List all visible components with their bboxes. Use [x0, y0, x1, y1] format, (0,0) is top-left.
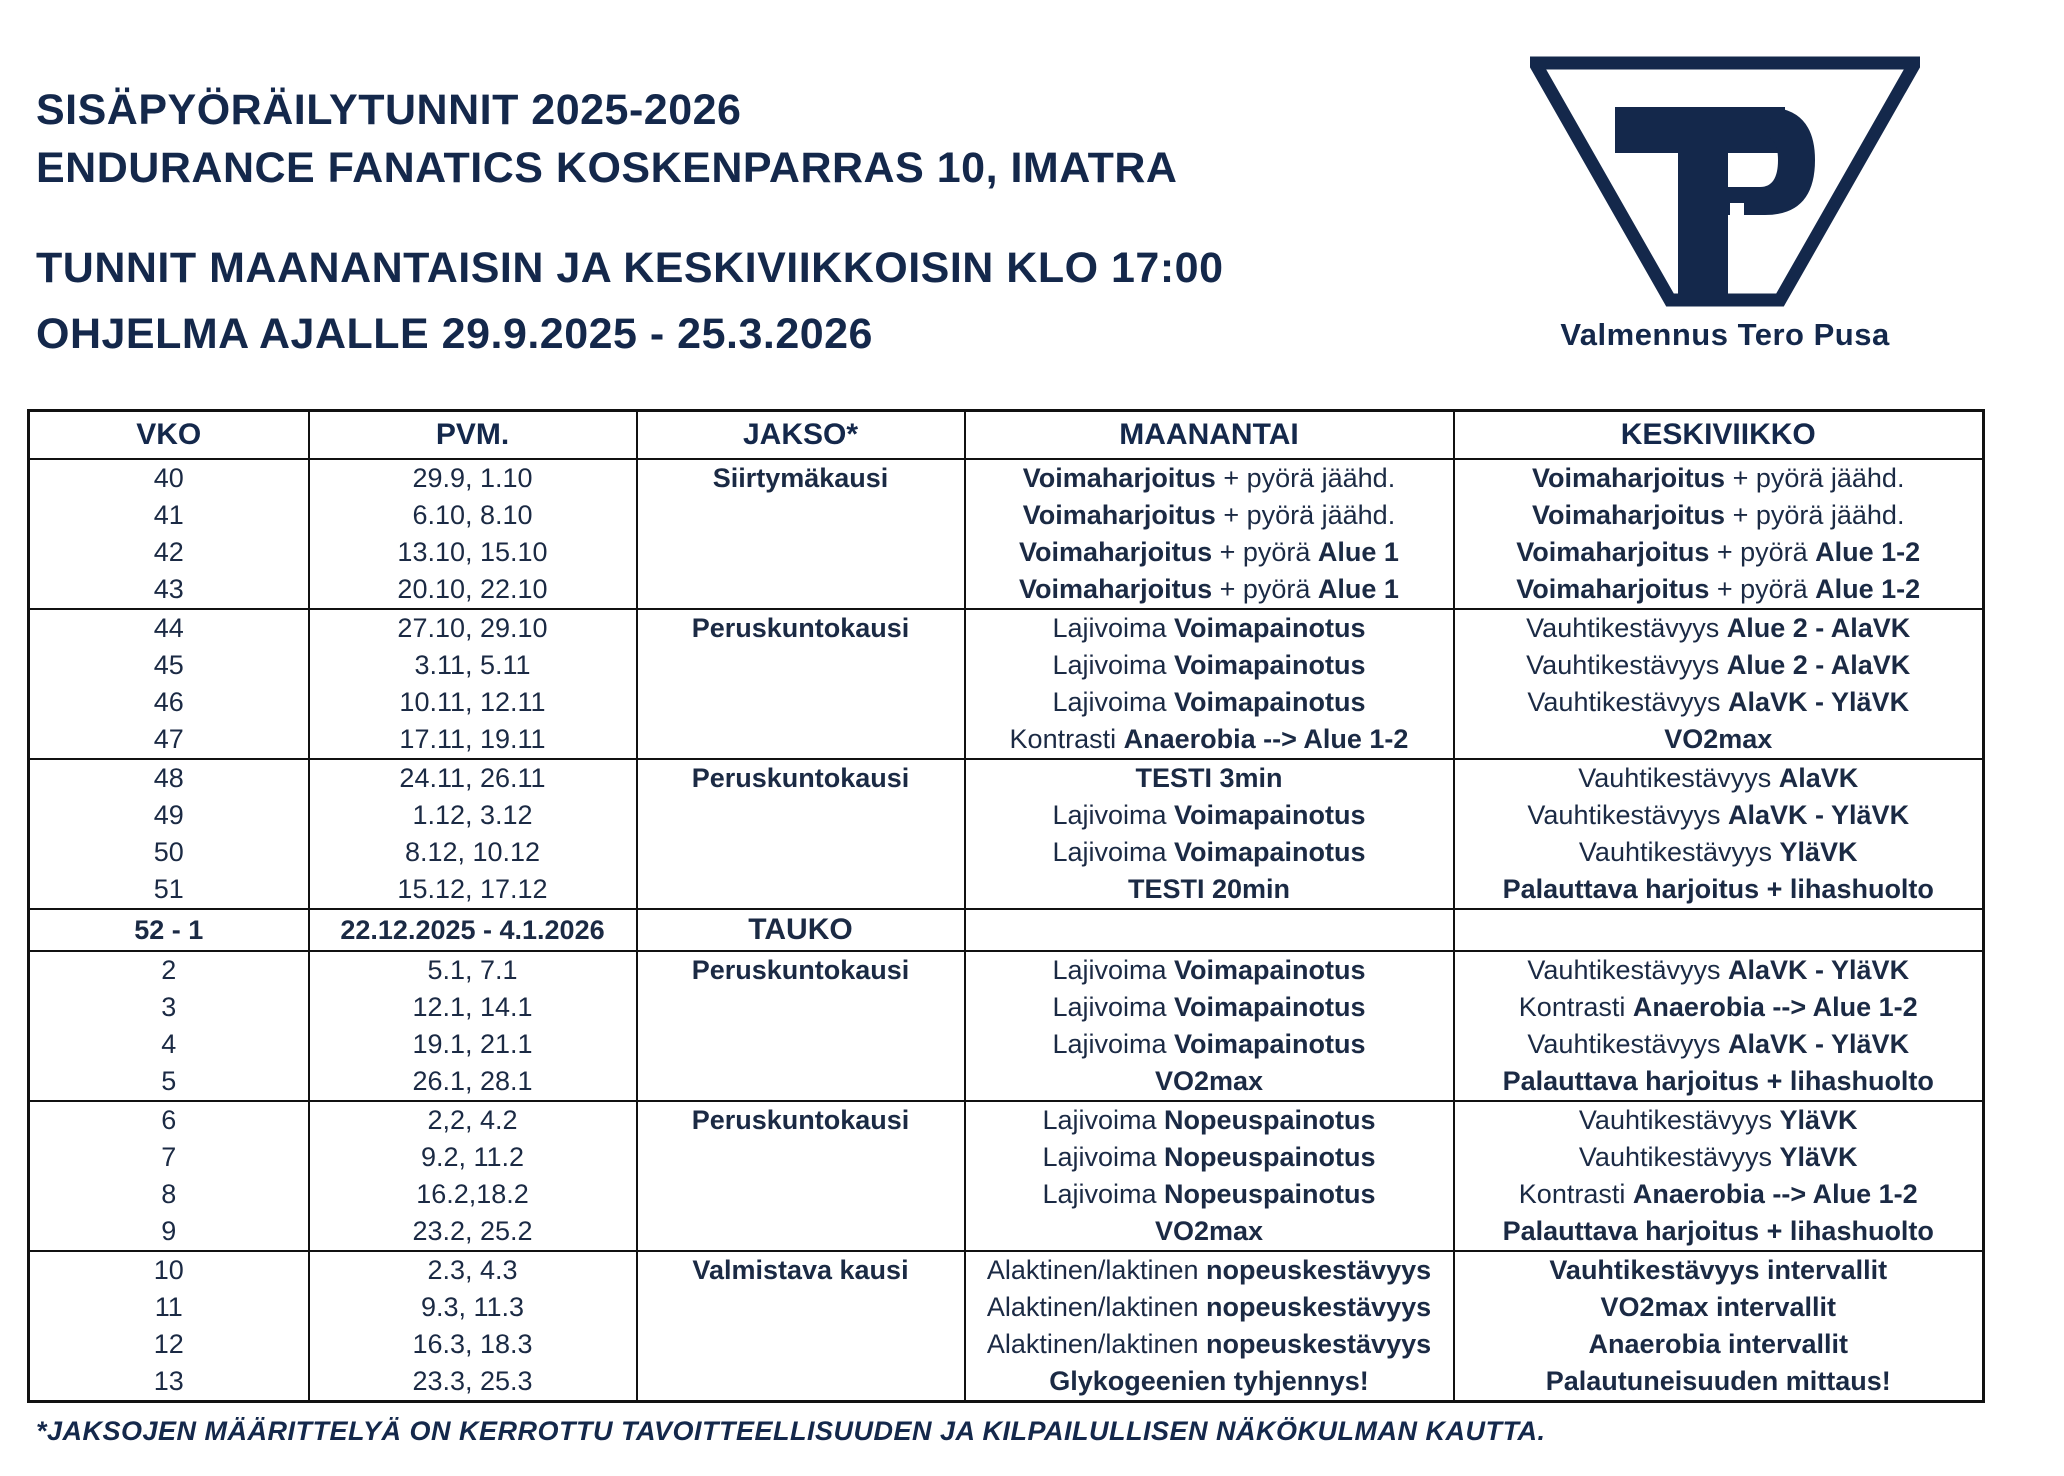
- week-cell: 52 - 1: [29, 909, 309, 951]
- week-cell: 51: [29, 871, 309, 909]
- table-row: [29, 684, 1984, 721]
- monday-cell: [965, 951, 1454, 989]
- week-cell: 44: [29, 609, 309, 647]
- period-cell: [637, 1063, 965, 1101]
- session-text: nopeuskestävyys: [1206, 1255, 1432, 1285]
- session-text: Alue 1: [1317, 574, 1399, 604]
- monday-cell: [965, 497, 1454, 534]
- session-text: Vauhtikestävyys: [1578, 1105, 1780, 1135]
- session-text: Anaerobia --> Alue 1-2: [1123, 724, 1409, 754]
- session-text: nopeuskestävyys: [1206, 1292, 1432, 1322]
- session-text: AlaVK - YläVK: [1728, 955, 1910, 985]
- period-cell: [637, 571, 965, 609]
- wednesday-cell: [1454, 909, 1984, 951]
- session-text: VO2max intervallit: [1600, 1292, 1837, 1322]
- table-row: [29, 759, 1984, 797]
- title-line-1: SISÄPYÖRÄILYTUNNIT 2025-2026: [36, 86, 742, 134]
- period-cell: [637, 1139, 965, 1176]
- session-text: + pyörä jäähd.: [1215, 463, 1396, 493]
- period-cell: [637, 721, 965, 759]
- date-cell: 23.3, 25.3: [309, 1363, 637, 1402]
- monday-cell: [965, 609, 1454, 647]
- period-cell: [637, 1289, 965, 1326]
- period-cell: TAUKO: [637, 909, 965, 951]
- week-cell: 12: [29, 1326, 309, 1363]
- table-row: [29, 1063, 1984, 1101]
- session-text: Vauhtikestävyys: [1578, 763, 1779, 793]
- week-cell: 10: [29, 1251, 309, 1289]
- date-cell: 9.2, 11.2: [309, 1139, 637, 1176]
- session-text: Alue 1: [1317, 537, 1399, 567]
- title-line-3: TUNNIT MAANANTAISIN JA KESKIVIIKKOISIN KLO 17:00: [36, 244, 1224, 292]
- session-text: Voimapainotus: [1174, 992, 1366, 1022]
- wednesday-cell: [1454, 989, 1984, 1026]
- table-row: [29, 497, 1984, 534]
- session-text: Vauhtikestävyys: [1526, 650, 1727, 680]
- session-text: Lajivoima: [1052, 613, 1175, 643]
- session-text: Voimapainotus: [1174, 955, 1366, 985]
- period-cell: [637, 534, 965, 571]
- session-text: Voimapainotus: [1174, 687, 1366, 717]
- date-cell: 23.2, 25.2: [309, 1213, 637, 1251]
- week-cell: 5: [29, 1063, 309, 1101]
- wednesday-cell: [1454, 534, 1984, 571]
- footnote: *JAKSOJEN MÄÄRITTELYÄ ON KERROTTU TAVOITTEELLISUUDEN JA KILPAILULLISEN NÄKÖKULMAN KAUTTA.: [36, 1416, 1546, 1446]
- session-text: Glykogeenien tyhjennys!: [1049, 1366, 1369, 1396]
- session-text: Vauhtikestävyys: [1527, 800, 1728, 830]
- week-cell: 48: [29, 759, 309, 797]
- table-row: [29, 1139, 1984, 1176]
- session-text: AlaVK - YläVK: [1728, 687, 1910, 717]
- monday-cell: [965, 571, 1454, 609]
- date-cell: 19.1, 21.1: [309, 1026, 637, 1063]
- session-text: Voimaharjoitus: [1022, 463, 1216, 493]
- week-cell: 11: [29, 1289, 309, 1326]
- session-text: Lajivoima: [1052, 992, 1175, 1022]
- date-cell: 29.9, 1.10: [309, 459, 637, 497]
- period-cell: [637, 871, 965, 909]
- session-text: AlaVK - YläVK: [1728, 1029, 1910, 1059]
- week-cell: 41: [29, 497, 309, 534]
- period-cell: [637, 1176, 965, 1213]
- column-header-maanantai: MAANANTAI: [965, 411, 1454, 460]
- table-row: [29, 1363, 1984, 1402]
- session-text: VO2max: [1154, 1066, 1264, 1096]
- week-cell: 45: [29, 647, 309, 684]
- session-text: Voimapainotus: [1174, 800, 1366, 830]
- period-cell: Valmistava kausi: [637, 1251, 965, 1289]
- week-cell: 47: [29, 721, 309, 759]
- wednesday-cell: [1454, 1289, 1984, 1326]
- table-row: [29, 871, 1984, 909]
- monday-cell: [965, 1251, 1454, 1289]
- session-text: YläVK: [1779, 837, 1858, 867]
- table-row: [29, 951, 1984, 989]
- date-cell: 24.11, 26.11: [309, 759, 637, 797]
- column-header-keskiviikko: KESKIVIIKKO: [1454, 411, 1984, 460]
- schedule-body: [29, 459, 1984, 1402]
- session-text: + pyörä: [1709, 537, 1816, 567]
- date-cell: 26.1, 28.1: [309, 1063, 637, 1101]
- date-cell: 8.12, 10.12: [309, 834, 637, 871]
- session-text: Voimapainotus: [1174, 650, 1366, 680]
- table-row: [29, 609, 1984, 647]
- session-text: Voimaharjoitus: [1019, 574, 1213, 604]
- table-row: [29, 1251, 1984, 1289]
- session-text: Voimaharjoitus: [1516, 574, 1710, 604]
- session-text: Alaktinen/laktinen: [986, 1255, 1206, 1285]
- date-cell: 3.11, 5.11: [309, 647, 637, 684]
- session-text: Anaerobia --> Alue 1-2: [1632, 992, 1918, 1022]
- session-text: Anaerobia intervallit: [1588, 1329, 1849, 1359]
- week-cell: 43: [29, 571, 309, 609]
- wednesday-cell: [1454, 797, 1984, 834]
- session-text: nopeuskestävyys: [1206, 1329, 1432, 1359]
- table-row: [29, 1101, 1984, 1139]
- date-cell: 22.12.2025 - 4.1.2026: [309, 909, 637, 951]
- session-text: AlaVK: [1778, 763, 1859, 793]
- session-text: TESTI 20min: [1127, 874, 1291, 904]
- monday-cell: [965, 1026, 1454, 1063]
- wednesday-cell: [1454, 834, 1984, 871]
- session-text: + pyörä: [1212, 537, 1318, 567]
- wednesday-cell: [1454, 1213, 1984, 1251]
- date-cell: 20.10, 22.10: [309, 571, 637, 609]
- period-cell: Peruskuntokausi: [637, 1101, 965, 1139]
- session-text: VO2max: [1664, 724, 1773, 754]
- date-cell: 2,2, 4.2: [309, 1101, 637, 1139]
- week-cell: 49: [29, 797, 309, 834]
- date-cell: 6.10, 8.10: [309, 497, 637, 534]
- session-text: Lajivoima: [1042, 1179, 1165, 1209]
- session-text: + pyörä jäähd.: [1725, 500, 1905, 530]
- session-text: Kontrasti: [1009, 724, 1124, 754]
- monday-cell: [965, 989, 1454, 1026]
- period-cell: [637, 497, 965, 534]
- wednesday-cell: [1454, 1063, 1984, 1101]
- monday-cell: [965, 909, 1454, 951]
- week-cell: 2: [29, 951, 309, 989]
- monday-cell: [965, 1289, 1454, 1326]
- period-cell: Peruskuntokausi: [637, 609, 965, 647]
- session-text: Alaktinen/laktinen: [986, 1292, 1206, 1322]
- wednesday-cell: [1454, 1326, 1984, 1363]
- column-header-vko: VKO: [29, 411, 309, 460]
- date-cell: 16.2,18.2: [309, 1176, 637, 1213]
- session-text: Lajivoima: [1052, 955, 1175, 985]
- week-cell: 8: [29, 1176, 309, 1213]
- session-text: Vauhtikestävyys: [1527, 955, 1728, 985]
- session-text: Voimaharjoitus: [1019, 537, 1213, 567]
- wednesday-cell: [1454, 1176, 1984, 1213]
- table-row: [29, 989, 1984, 1026]
- table-row: [29, 797, 1984, 834]
- session-text: Lajivoima: [1042, 1105, 1165, 1135]
- wednesday-cell: [1454, 1139, 1984, 1176]
- session-text: Palauttava harjoitus + lihashuolto: [1502, 874, 1934, 904]
- table-row: [29, 1213, 1984, 1251]
- session-text: Vauhtikestävyys: [1578, 837, 1780, 867]
- table-header-row: [29, 411, 1984, 460]
- date-cell: 17.11, 19.11: [309, 721, 637, 759]
- session-text: + pyörä: [1709, 574, 1816, 604]
- logo-emblem-icon: [1530, 55, 1920, 315]
- session-text: Voimaharjoitus: [1022, 500, 1216, 530]
- wednesday-cell: [1454, 721, 1984, 759]
- session-text: Vauhtikestävyys: [1527, 1029, 1728, 1059]
- title-line-2: ENDURANCE FANATICS KOSKENPARRAS 10, IMATRA: [36, 144, 1178, 192]
- session-text: Alue 1-2: [1815, 537, 1921, 567]
- table-row: [29, 647, 1984, 684]
- monday-cell: [965, 1139, 1454, 1176]
- table-row: [29, 834, 1984, 871]
- session-text: Vauhtikestävyys: [1526, 613, 1727, 643]
- week-cell: 6: [29, 1101, 309, 1139]
- logo: [1530, 55, 1920, 365]
- monday-cell: [965, 1063, 1454, 1101]
- period-cell: [637, 1026, 965, 1063]
- wednesday-cell: [1454, 1363, 1984, 1402]
- week-cell: 7: [29, 1139, 309, 1176]
- session-text: + pyörä: [1212, 574, 1318, 604]
- wednesday-cell: [1454, 1026, 1984, 1063]
- session-text: Voimaharjoitus: [1516, 537, 1710, 567]
- session-text: Voimapainotus: [1174, 1029, 1366, 1059]
- column-header-jakso: JAKSO*: [637, 411, 965, 460]
- period-cell: [637, 1326, 965, 1363]
- week-cell: 50: [29, 834, 309, 871]
- session-text: Kontrasti: [1518, 1179, 1633, 1209]
- monday-cell: [965, 871, 1454, 909]
- date-cell: 9.3, 11.3: [309, 1289, 637, 1326]
- week-cell: 3: [29, 989, 309, 1026]
- wednesday-cell: [1454, 1251, 1984, 1289]
- table-row-break: [29, 909, 1984, 951]
- session-text: Nopeuspainotus: [1164, 1179, 1376, 1209]
- date-cell: 12.1, 14.1: [309, 989, 637, 1026]
- wednesday-cell: [1454, 759, 1984, 797]
- week-cell: 9: [29, 1213, 309, 1251]
- period-cell: [637, 797, 965, 834]
- week-cell: 42: [29, 534, 309, 571]
- session-text: + pyörä jäähd.: [1215, 500, 1396, 530]
- wednesday-cell: [1454, 647, 1984, 684]
- period-cell: Siirtymäkausi: [637, 459, 965, 497]
- session-text: Lajivoima: [1052, 800, 1175, 830]
- date-cell: 27.10, 29.10: [309, 609, 637, 647]
- period-cell: [637, 647, 965, 684]
- session-text: AlaVK - YläVK: [1728, 800, 1910, 830]
- session-text: Palauttava harjoitus + lihashuolto: [1502, 1066, 1934, 1096]
- monday-cell: [965, 721, 1454, 759]
- period-cell: [637, 1213, 965, 1251]
- monday-cell: [965, 647, 1454, 684]
- monday-cell: [965, 1101, 1454, 1139]
- date-cell: 1.12, 3.12: [309, 797, 637, 834]
- table-row: [29, 459, 1984, 497]
- date-cell: 13.10, 15.10: [309, 534, 637, 571]
- session-text: Vauhtikestävyys: [1527, 687, 1728, 717]
- title-line-4: OHJELMA AJALLE 29.9.2025 - 25.3.2026: [36, 310, 873, 358]
- session-text: VO2max: [1154, 1216, 1264, 1246]
- monday-cell: [965, 797, 1454, 834]
- table-row: [29, 1176, 1984, 1213]
- wednesday-cell: [1454, 497, 1984, 534]
- session-text: + pyörä jäähd.: [1725, 463, 1905, 493]
- session-text: Voimaharjoitus: [1532, 463, 1726, 493]
- session-text: Alue 2 - AlaVK: [1726, 613, 1911, 643]
- wednesday-cell: [1454, 459, 1984, 497]
- session-text: Voimapainotus: [1174, 837, 1366, 867]
- week-cell: 4: [29, 1026, 309, 1063]
- session-text: Alaktinen/laktinen: [986, 1329, 1206, 1359]
- monday-cell: [965, 1213, 1454, 1251]
- session-text: Palauttava harjoitus + lihashuolto: [1502, 1216, 1934, 1246]
- date-cell: 15.12, 17.12: [309, 871, 637, 909]
- week-cell: 40: [29, 459, 309, 497]
- session-text: Lajivoima: [1052, 1029, 1175, 1059]
- session-text: Lajivoima: [1052, 650, 1175, 680]
- session-text: Lajivoima: [1052, 837, 1175, 867]
- date-cell: 10.11, 12.11: [309, 684, 637, 721]
- session-text: TESTI 3min: [1135, 763, 1283, 793]
- wednesday-cell: [1454, 871, 1984, 909]
- monday-cell: [965, 534, 1454, 571]
- monday-cell: [965, 834, 1454, 871]
- session-text: YläVK: [1779, 1142, 1858, 1172]
- wednesday-cell: [1454, 684, 1984, 721]
- session-text: YläVK: [1779, 1105, 1858, 1135]
- period-cell: [637, 834, 965, 871]
- session-text: Vauhtikestävyys: [1578, 1142, 1780, 1172]
- table-row: [29, 1289, 1984, 1326]
- wednesday-cell: [1454, 951, 1984, 989]
- monday-cell: [965, 1176, 1454, 1213]
- wednesday-cell: [1454, 609, 1984, 647]
- logo-text: Valmennus Tero Pusa: [1560, 317, 1890, 352]
- monday-cell: [965, 459, 1454, 497]
- session-text: Kontrasti: [1518, 992, 1633, 1022]
- session-text: Alue 1-2: [1815, 574, 1921, 604]
- monday-cell: [965, 1326, 1454, 1363]
- wednesday-cell: [1454, 571, 1984, 609]
- table-row: [29, 1326, 1984, 1363]
- session-text: Vauhtikestävyys intervallit: [1549, 1255, 1888, 1285]
- period-cell: [637, 684, 965, 721]
- week-cell: 13: [29, 1363, 309, 1402]
- session-text: Palautuneisuuden mittaus!: [1545, 1366, 1891, 1396]
- table-row: [29, 721, 1984, 759]
- session-text: Lajivoima: [1052, 687, 1175, 717]
- session-text: Voimaharjoitus: [1532, 500, 1726, 530]
- date-cell: 16.3, 18.3: [309, 1326, 637, 1363]
- monday-cell: [965, 1363, 1454, 1402]
- table-row: [29, 1026, 1984, 1063]
- date-cell: 2.3, 4.3: [309, 1251, 637, 1289]
- schedule-table: [27, 409, 1985, 1403]
- wednesday-cell: [1454, 1101, 1984, 1139]
- period-cell: [637, 989, 965, 1026]
- session-text: Lajivoima: [1042, 1142, 1165, 1172]
- session-text: Voimapainotus: [1174, 613, 1366, 643]
- date-cell: 5.1, 7.1: [309, 951, 637, 989]
- table-row: [29, 571, 1984, 609]
- period-cell: Peruskuntokausi: [637, 759, 965, 797]
- period-cell: Peruskuntokausi: [637, 951, 965, 989]
- session-text: Nopeuspainotus: [1164, 1105, 1376, 1135]
- table-row: [29, 534, 1984, 571]
- monday-cell: [965, 684, 1454, 721]
- session-text: Nopeuspainotus: [1164, 1142, 1376, 1172]
- monday-cell: [965, 759, 1454, 797]
- week-cell: 46: [29, 684, 309, 721]
- column-header-pvm: PVM.: [309, 411, 637, 460]
- session-text: Alue 2 - AlaVK: [1726, 650, 1911, 680]
- session-text: Anaerobia --> Alue 1-2: [1632, 1179, 1918, 1209]
- period-cell: [637, 1363, 965, 1402]
